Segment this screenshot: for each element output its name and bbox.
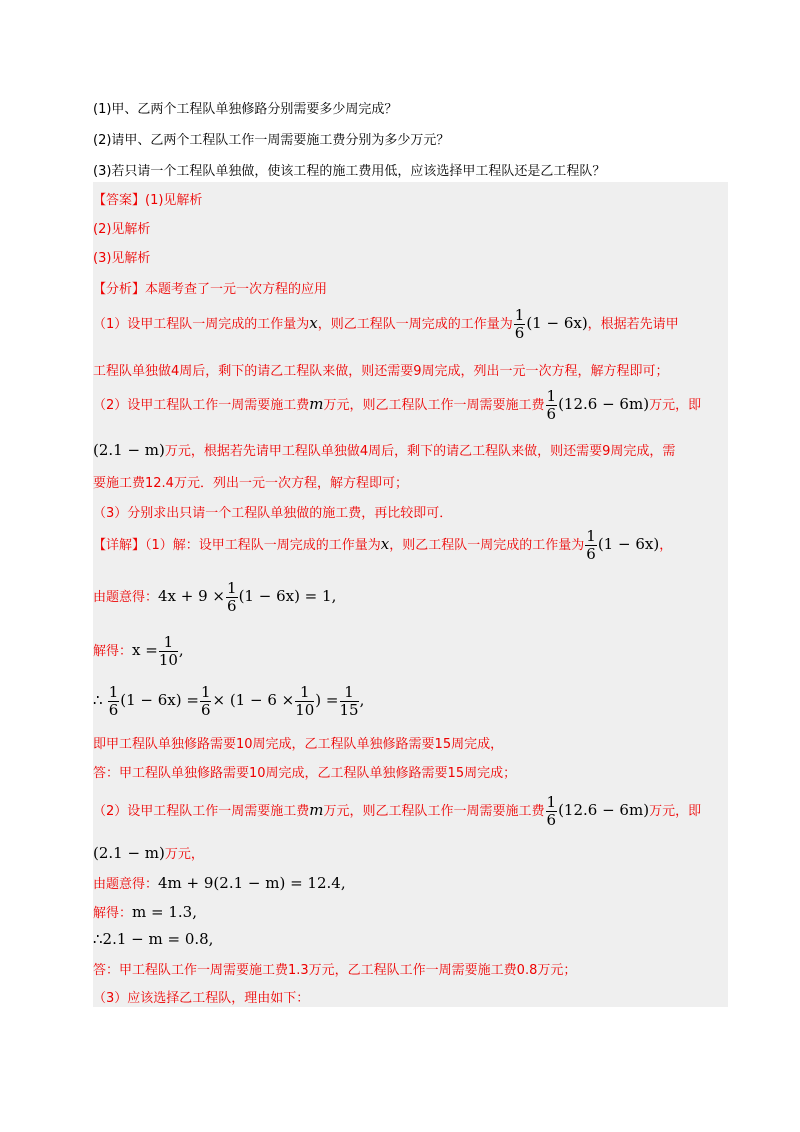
- solution-2-line: [93, 902, 197, 921]
- analysis-intro: 本题考查了一元一次方程的应用: [145, 282, 328, 297]
- therefore-2-line: [93, 930, 213, 948]
- math-expression: ) =: [315, 691, 339, 709]
- fraction-numerator: 1: [546, 793, 557, 811]
- fraction-numerator: 1: [108, 683, 119, 701]
- analysis-text: 万元，则乙工程队工作一周需要施工费: [323, 398, 545, 413]
- analysis-text: （1）设甲工程队一周完成的工作量为: [93, 317, 310, 332]
- fraction-one-sixth: [546, 388, 558, 423]
- analysis-p2-line1: [93, 388, 701, 423]
- fraction-denominator: 6: [108, 701, 119, 719]
- fraction-one-sixth: [108, 684, 120, 719]
- detail-line-2: [93, 794, 701, 829]
- solution-1-line: 解得：x = $\frac{1}{10}$ ,: [93, 633, 184, 669]
- fraction-one-sixth: [226, 580, 238, 615]
- question-1: (1)甲、乙两个工程队单独修路分别需要多少周完成？: [93, 102, 398, 117]
- conclusion-1: 即甲工程队单独修路需要10周完成，乙工程队单独修路需要15周完成，: [93, 737, 504, 752]
- math-variable: x: [309, 314, 318, 332]
- fraction-denominator: 6: [514, 324, 525, 342]
- question-2: (2)请甲、乙两个工程队工作一周需要施工费分别为多少万元？: [93, 133, 450, 148]
- detail-text: （2）设甲工程队工作一周需要施工费: [93, 804, 310, 819]
- fraction-numerator: 1: [546, 387, 557, 405]
- math-expression: m = 1.3,: [132, 903, 197, 921]
- math-expression: ∴2.1 − m = 0.8,: [93, 930, 214, 948]
- fraction-denominator: 6: [200, 701, 211, 719]
- analysis-p3: （3）分别求出只请一个工程队单独做的施工费，再比较即可．: [93, 506, 453, 521]
- equation-label: 由题意得：: [93, 877, 159, 892]
- detail-text: ，: [659, 538, 673, 553]
- math-variable: m: [309, 801, 324, 819]
- fraction-numerator: 1: [340, 684, 359, 702]
- analysis-text: （2）设甲工程队工作一周需要施工费: [93, 398, 310, 413]
- detail-text: ，则乙工程队一周完成的工作量为: [389, 538, 585, 553]
- fraction-one-fifteenth: [340, 684, 359, 719]
- math-expression: (1 − 6x): [597, 535, 660, 553]
- detail-text: 万元，: [164, 847, 204, 862]
- fraction-one-sixth: [546, 794, 558, 829]
- analysis-tag: 【分析】: [93, 282, 146, 297]
- equation-1-line: [93, 580, 336, 615]
- detail-text: （1）解：设甲工程队一周完成的工作量为: [145, 538, 381, 553]
- equation-2-line: [93, 873, 346, 892]
- analysis-p2-line2: [93, 440, 675, 459]
- fraction-one-tenth: [295, 684, 314, 719]
- answer-tag: 【答案】: [93, 193, 146, 208]
- detail-line-2b: [93, 843, 204, 862]
- fraction-denominator: 10: [158, 651, 178, 669]
- fraction-numerator: 1: [200, 683, 211, 701]
- answer-2: 答：甲工程队工作一周需要施工费1.3万元，乙工程队工作一周需要施工费0.8万元；: [93, 963, 577, 978]
- analysis-text: ，则乙工程队一周完成的工作量为: [317, 317, 513, 332]
- analysis-text: 万元，根据若先请甲工程队单独做4周后，剩下的请乙工程队来做，则还需要9周完成，需: [164, 444, 676, 459]
- answer-item-1: (1)见解析: [145, 193, 203, 208]
- math-expression: (1 − 6x) =: [120, 691, 199, 709]
- math-variable: x: [380, 535, 390, 553]
- therefore-symbol: ∴: [93, 691, 103, 709]
- solution-label: 解得：: [93, 644, 133, 659]
- analysis-p2-line3: 要施工费12.4万元．列出一元一次方程，解方程即可；: [93, 476, 408, 491]
- analysis-intro-line: [93, 278, 327, 297]
- analysis-p1-line1: [93, 307, 679, 342]
- fraction-numerator: 1: [295, 684, 314, 702]
- fraction-denominator: 6: [227, 597, 237, 615]
- analysis-text: 万元，即: [649, 398, 702, 413]
- fraction-denominator: 10: [295, 701, 315, 719]
- fraction-numerator: 1: [586, 527, 596, 545]
- fraction-numerator: 1: [514, 306, 525, 324]
- fraction-numerator: 1: [159, 634, 178, 652]
- detail-text: 万元，则乙工程队工作一周需要施工费: [323, 804, 545, 819]
- answer-1: 答：甲工程队单独修路需要10周完成，乙工程队单独修路需要15周完成；: [93, 766, 517, 781]
- fraction-one-tenth: [159, 634, 178, 669]
- math-expression: (1 − 6x): [526, 314, 588, 332]
- math-expression: × (1 − 6 ×: [212, 691, 295, 709]
- fraction-numerator: 1: [227, 579, 237, 597]
- analysis-text: ，根据若先请甲: [587, 317, 679, 332]
- math-expression: (12.6 − 6m): [558, 801, 650, 819]
- math-expression: 4m + 9(2.1 − m) = 12.4,: [158, 874, 346, 892]
- question-3: (3)若只请一个工程队单独做，使该工程的施工费用低，应该选择甲工程队还是乙工程队？: [93, 164, 606, 179]
- detail-line-3: （3）应该选择乙工程队，理由如下：: [93, 991, 310, 1006]
- fraction-one-sixth: [514, 307, 526, 342]
- math-expression: (1 − 6x) = 1,: [238, 587, 337, 605]
- math-expression: 4x + 9 ×: [158, 587, 226, 605]
- answer-line-1: [93, 189, 202, 208]
- math-expression: (12.6 − 6m): [558, 395, 650, 413]
- math-expression: (2.1 − m): [93, 844, 165, 862]
- answer-item-3: (3)见解析: [93, 251, 151, 266]
- detail-line-1: [93, 528, 672, 563]
- fraction-one-sixth: [585, 528, 597, 563]
- math-expression: (2.1 − m): [93, 441, 165, 459]
- solution-label: 解得：: [93, 906, 133, 921]
- fraction-denominator: 6: [546, 811, 557, 829]
- fraction-one-sixth: [200, 684, 212, 719]
- math-expression: x =: [132, 641, 158, 659]
- answer-item-2: (2)见解析: [93, 222, 151, 237]
- fraction-denominator: 15: [339, 701, 359, 719]
- fraction-denominator: 6: [586, 545, 596, 563]
- therefore-1-line: ∴ $\frac{1}{6}$ (1 − 6x) = $\frac{1}{6}$ × (1 − 6 × $\frac{1}{10}$ ) = $\frac{1}{15}$ ,: [93, 683, 365, 719]
- analysis-p1-line2: 工程队单独做4周后，剩下的请乙工程队来做，则还需要9周完成，列出一元一次方程，解方程即可；: [93, 364, 669, 379]
- detail-text: 万元，即: [649, 804, 702, 819]
- equation-label: 由题意得：: [93, 590, 159, 605]
- fraction-denominator: 6: [546, 405, 557, 423]
- detail-tag: 【详解】: [93, 538, 146, 553]
- math-variable: m: [309, 395, 324, 413]
